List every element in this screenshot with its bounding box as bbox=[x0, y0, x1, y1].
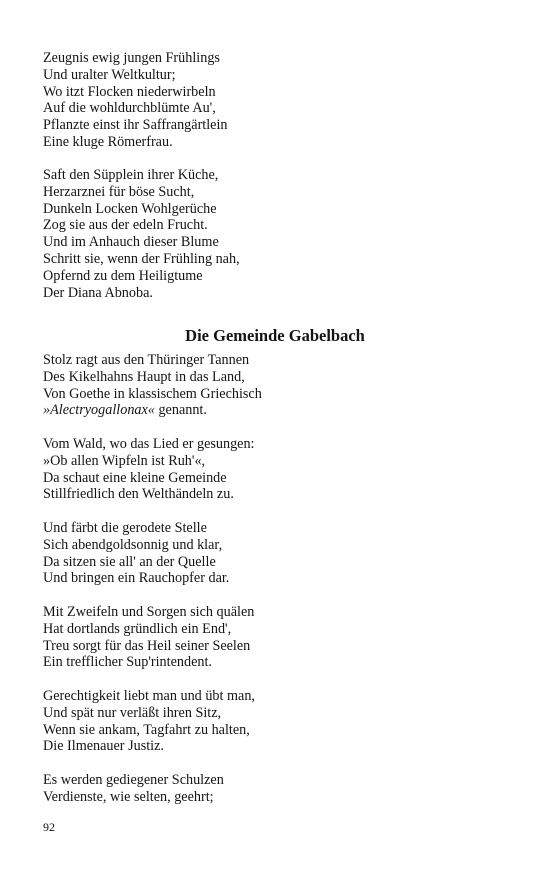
verse-line: Wenn sie ankam, Tagfahrt zu halten, bbox=[43, 721, 250, 738]
verse-line: Und bringen ein Rauchopfer dar. bbox=[43, 570, 230, 587]
verse-line: Es werden gediegener Schulzen bbox=[43, 772, 224, 788]
verse-line: Stolz ragt aus den Thüringer Tannen bbox=[43, 352, 250, 368]
verse-line: Die Ilmenauer Justiz. bbox=[43, 738, 164, 755]
verse-line: Und färbt die gerodete Stelle bbox=[43, 520, 207, 536]
verse-line: Treu sorgt für das Heil seiner Seelen bbox=[43, 637, 251, 654]
verse-line: Zog sie aus der edeln Frucht. bbox=[43, 217, 208, 234]
verse-line: Auf die wohldurchblümte Au', bbox=[43, 100, 216, 117]
verse-line: Und uralter Weltkultur; bbox=[43, 66, 176, 83]
verse-line: Vom Wald, wo das Lied er gesungen: bbox=[43, 436, 255, 452]
verse-line: Des Kikelhahns Haupt in das Land, bbox=[43, 368, 245, 385]
verse-line: Da schaut eine kleine Gemeinde bbox=[43, 469, 227, 486]
poem2-stanza-4 bbox=[43, 604, 513, 671]
verse-line: Von Goethe in klassischem Griechisch bbox=[43, 385, 262, 402]
verse-line: Und spät nur verläßt ihren Sitz, bbox=[43, 704, 222, 721]
verse-line: Verdienste, wie selten, geehrt; bbox=[43, 788, 214, 805]
verse-line: Gerechtigkeit liebt man und übt man, bbox=[43, 688, 255, 704]
verse-line: Mit Zweifeln und Sorgen sich quälen bbox=[43, 604, 255, 620]
verse-line: Der Diana Abnoba. bbox=[43, 284, 153, 301]
poem1-stanza-2 bbox=[43, 167, 513, 301]
poem2-stanza-2 bbox=[43, 436, 513, 503]
poem2-stanza-3 bbox=[43, 520, 513, 587]
verse-line: Sich abendgoldsonnig und klar, bbox=[43, 536, 223, 553]
verse-line: Zeugnis ewig jungen Frühlings bbox=[43, 50, 220, 66]
poem1-stanza-1 bbox=[43, 50, 513, 151]
verse-line bbox=[43, 402, 513, 419]
verse-line: Herzarznei für böse Sucht, bbox=[43, 183, 195, 200]
poem2-stanza-5 bbox=[43, 688, 513, 755]
poem-title: Die Gemeinde Gabelbach bbox=[185, 326, 365, 345]
poem2-stanza-6 bbox=[43, 772, 513, 806]
verse-line: Pflanzte einst ihr Saffrangärtlein bbox=[43, 117, 228, 134]
italic-word: »Alectryogallonax« bbox=[43, 402, 155, 419]
verse-line: Opfernd zu dem Heiligtume bbox=[43, 267, 203, 284]
verse-line: Saft den Süpplein ihrer Küche, bbox=[43, 167, 219, 183]
verse-line: Dunkeln Locken Wohlgerüche bbox=[43, 200, 217, 217]
verse-line: Eine kluge Römerfrau. bbox=[43, 133, 173, 150]
verse-line: Hat dortlands gründlich ein End', bbox=[43, 620, 232, 637]
verse-line: Und im Anhauch dieser Blume bbox=[43, 234, 219, 251]
poem2-stanza-1 bbox=[43, 352, 513, 419]
verse-line: Wo itzt Flocken niederwirbeln bbox=[43, 83, 216, 100]
verse-line-rest: genannt. bbox=[154, 402, 207, 419]
verse-line: Stillfriedlich den Welthändeln zu. bbox=[43, 486, 234, 503]
page-number: 92 bbox=[43, 820, 55, 834]
verse-line: »Ob allen Wipfeln ist Ruh'«, bbox=[43, 452, 206, 469]
verse-line: Da sitzen sie all' an der Quelle bbox=[43, 553, 216, 570]
verse-line: Schritt sie, wenn der Frühling nah, bbox=[43, 250, 240, 267]
verse-line: Ein trefflicher Sup'rintendent. bbox=[43, 654, 212, 671]
